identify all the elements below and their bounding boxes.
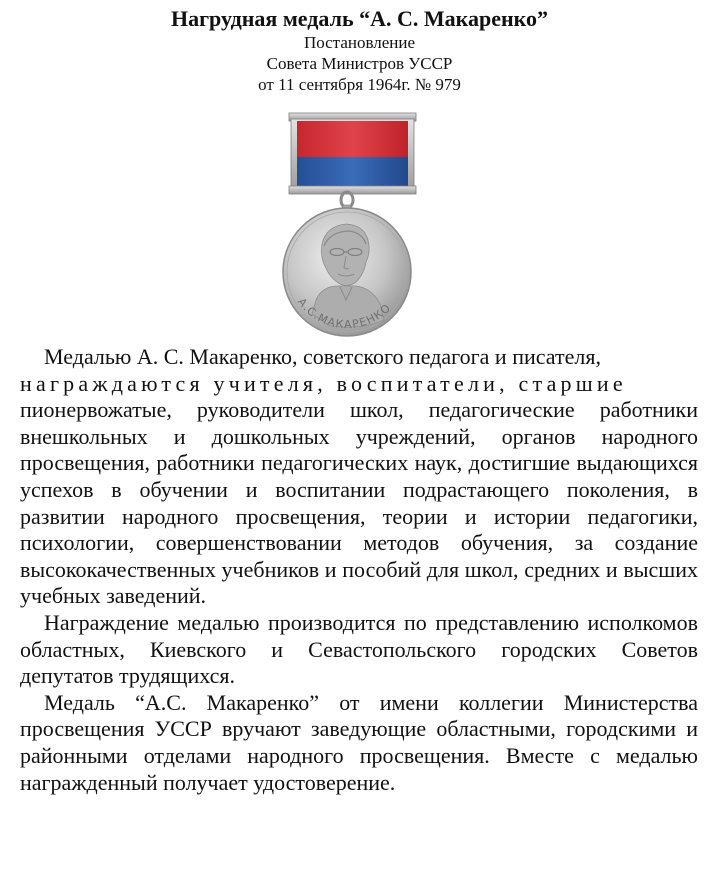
medal-inscription: А.С.МАКАРЕНКО [294,295,394,332]
medal-description [20,344,698,796]
paragraph-1-line-2: награждаются учителя, воспитатели, старшие [20,370,627,396]
paragraph-1-line-1: Медалью А. С. Макаренко, советского педагога и писателя, [44,344,601,369]
paragraph-1-rest: пионервожатые, руководители школ, педагогические работники внешкольных и дошкольных учреждений, органов народного просвещения, работники педагогических наук, достигшие выдающихся успехов в обучении и воспитании подрастающего поколения, в развитии народного просвещения, теории и истории педагогики, психологии, совершенствовании методов обучения, за создание высококачественных учебников и пособий для школ, средних и высших учебных заведений. [20,397,698,609]
ribbon-blue-stripe [297,157,408,188]
ribbon-red-stripe [297,121,408,157]
paragraph-2: Награждение медалью производится по представлению исполкомов областных, Киевского и Севастопольского городских Советов депутатов трудящихся. [20,609,698,689]
medal-icon [0,0,719,360]
ribbon-bar-bottom [289,186,416,194]
decree-line-3: от 11 сентября 1964г. № 979 [258,75,461,94]
decree-line-1: Постановление [303,33,416,52]
paragraph-3: Медаль “А.С. Макаренко” от имени коллегии Министерства просвещения УССР вручают заведующие областными, городскими и районными отделами народного просвещения. Вместе с медалью награжденный получает удостоверение. [20,689,698,795]
document-title: Нагрудная медаль “А. С. Макаренко” [170,6,549,31]
medal-illustration [0,0,719,360]
decree-line-2: Совета Министров УССР [266,54,453,73]
